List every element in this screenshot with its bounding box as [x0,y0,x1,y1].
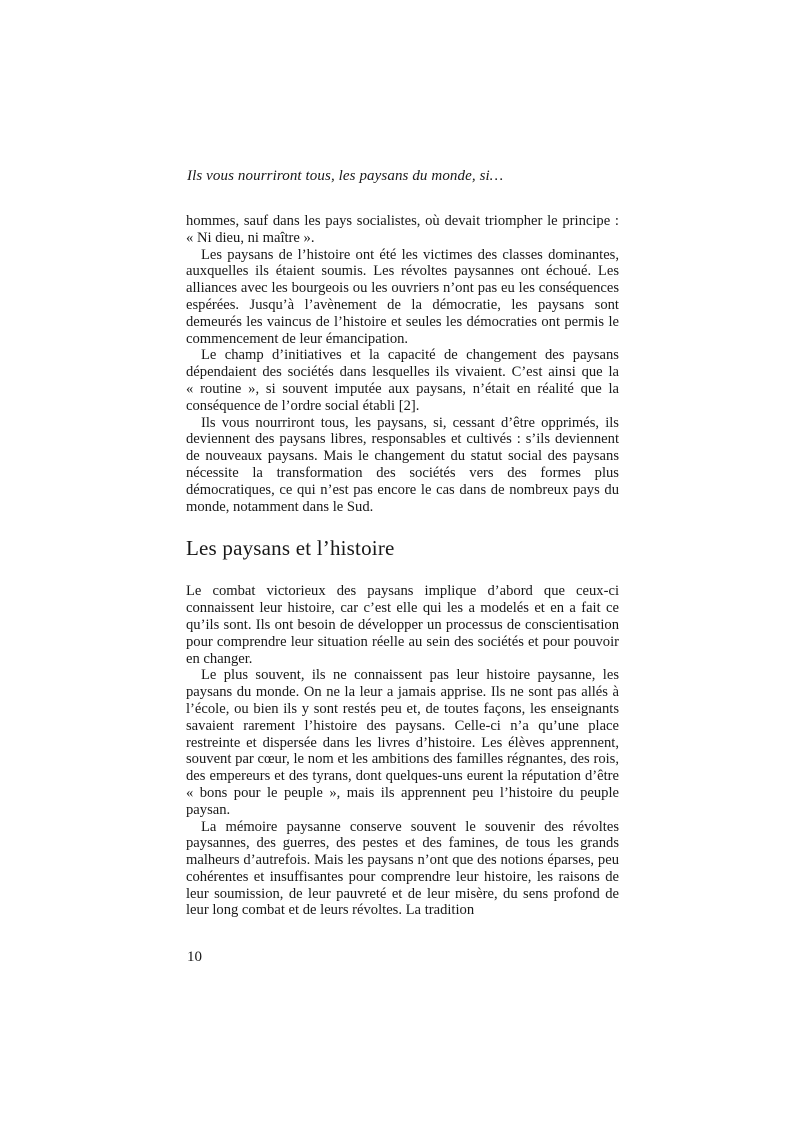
paragraph: La mémoire paysanne conserve souvent le souvenir des révoltes paysannes, des guerres, des pestes et des famines, de tous les grands malheurs d’autrefois. Mais les paysans n’ont que des notions éparses, peu cohérentes et insuffisantes pour comprendre leur histoire, les raisons de leur soumission, de leur pauvreté et de leur misère, du sens profond de leur long combat et de leurs révoltes. La tradition [186,818,619,919]
running-head: Ils vous nourriront tous, les paysans du monde, si… [187,168,504,184]
paragraph: Le plus souvent, ils ne connaissent pas leur histoire paysanne, les paysans du monde. On ne la leur a jamais apprise. Ils ne sont pas allés à l’école, ou bien ils y sont restés peu et, de toutes façons, les enseignants savaient rarement l’histoire des paysans. Celle-ci n’a qu’une place restreinte et dispersée dans les livres d’histoire. Les élèves apprennent, souvent par cœur, le nom et les ambitions des familles régnantes, des rois, des empereurs et des tyrans, dont quelques-uns eurent la réputation d’être « bons pour le peuple », mais ils apprennent peu l’histoire du peuple paysan. [186,667,619,818]
paragraph: Le combat victorieux des paysans implique d’abord que ceux-ci connaissent leur histoire, car c’est elle qui les a modelés et en a fait ce qu’ils sont. Ils ont besoin de développer un processus de conscientisation pour comprendre leur situation réelle au sein des sociétés et pour pouvoir en changer. [186,583,619,667]
paragraph: Les paysans de l’histoire ont été les victimes des classes dominantes, auxquelles ils étaient soumis. Les révoltes paysannes ont échoué. Les alliances avec les bourgeois ou les ouvriers n’ont pas eu les conséquences espérées. Jusqu’à l’avènement de la démocratie, les paysans sont demeurés les vaincus de l’histoire et seules les démocraties ont permis le commencement de leur émancipation. [186,246,619,347]
paragraph: hommes, sauf dans les pays socialistes, où devait triompher le principe : « Ni dieu, ni maître ». [186,213,619,246]
section-heading: Les paysans et l’histoire [186,536,395,561]
page-number: 10 [187,949,202,965]
body-text [186,213,619,919]
paragraph: Ils vous nourriront tous, les paysans, si, cessant d’être opprimés, ils deviennent des paysans libres, responsables et cultivés : s’ils deviennent de nouveaux paysans. Mais le changement du statut social des paysans nécessite la transformation des sociétés vers des formes plus démocratiques, ce qui n’est pas encore le cas dans de nombreux pays du monde, notamment dans le Sud. [186,414,619,515]
paragraph: Le champ d’initiatives et la capacité de changement des paysans dépendaient des sociétés dans lesquelles ils vivaient. C’est ainsi que la « routine », si souvent imputée aux paysans, n’était en réalité que la conséquence de l’ordre social établi [2]. [186,347,619,414]
